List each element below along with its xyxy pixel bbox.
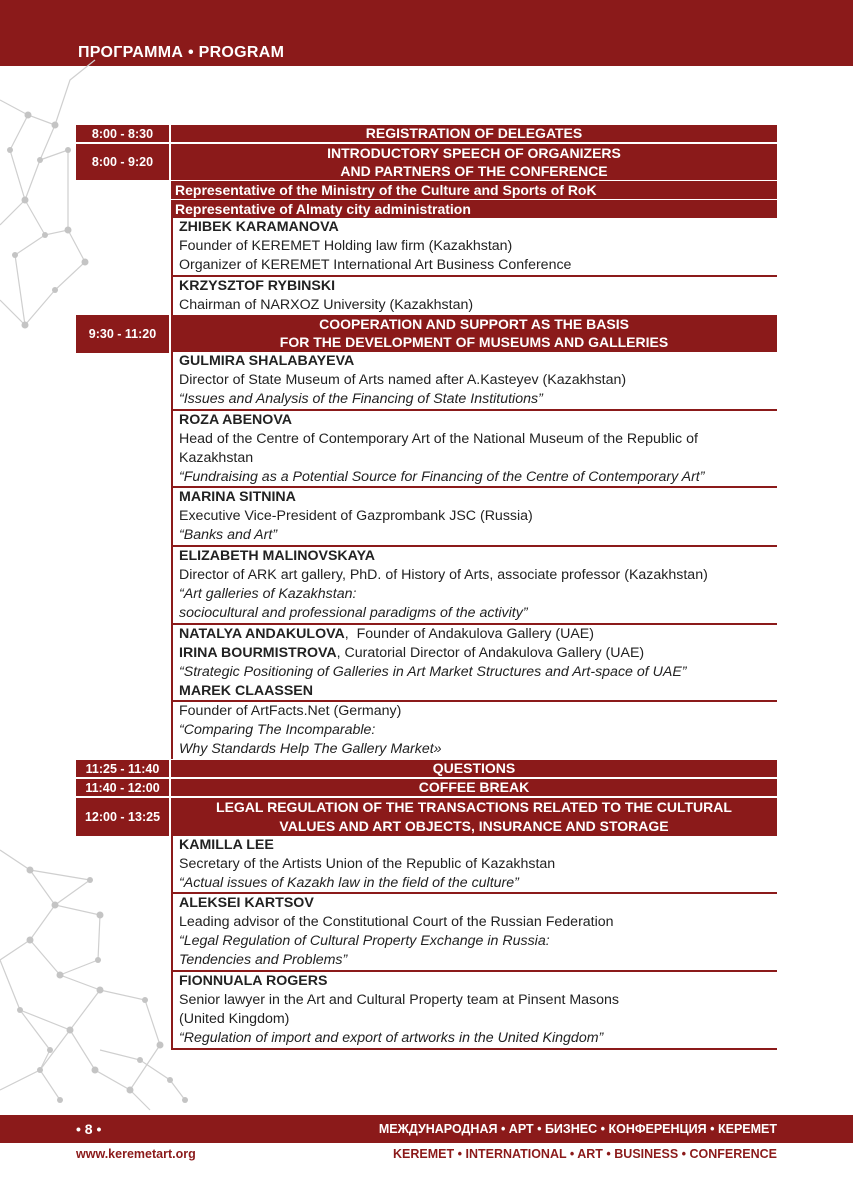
session-legal-regulation — [76, 798, 777, 1050]
footer-tagline-ru: МЕЖДУНАРОДНАЯ • АРТ • БИЗНЕС • КОНФЕРЕНЦИЯ • КЕРЕМЕТ — [378, 1122, 777, 1136]
session-introductory — [76, 144, 777, 315]
speaker-role: Organizer of KEREMET International Art Business Conference — [179, 256, 572, 273]
speaker-block — [171, 894, 777, 972]
session-title-line: COOPERATION AND SUPPORT AS THE BASIS — [319, 315, 629, 332]
speaker-name: ALEKSEI KARTSOV — [179, 895, 314, 912]
speaker-topic: sociocultural and professional paradigms of the activity” — [179, 604, 528, 621]
session-time: 12:00 - 13:25 — [76, 798, 169, 836]
speaker-role: Kazakhstan — [179, 449, 254, 466]
session-title-line: LEGAL REGULATION OF THE TRANSACTIONS RELATED TO THE CULTURAL — [216, 799, 732, 816]
speaker-name: MARINA SITNINA — [179, 489, 296, 506]
speaker-name: MAREK CLAASSEN — [179, 682, 313, 699]
speaker-block — [171, 488, 777, 547]
speaker-block — [171, 625, 777, 703]
program-schedule — [76, 125, 777, 1050]
speaker-role: Executive Vice-President of Gazprombank JSC (Russia) — [179, 508, 533, 525]
footer-tagline-en: KEREMET • INTERNATIONAL • ART • BUSINESS • CONFERENCE — [393, 1147, 777, 1161]
speaker-block — [171, 218, 777, 277]
speaker-role: , Founder of Andakulova Gallery (UAE) — [344, 625, 594, 642]
speaker-topic: Tendencies and Problems” — [179, 952, 348, 969]
speaker-block — [171, 547, 777, 625]
speaker-name: IRINA BOURMISTROVA — [179, 644, 337, 661]
session-time: 11:40 - 12:00 — [76, 779, 169, 796]
speaker-block — [171, 277, 777, 315]
speaker-role: Secretary of the Artists Union of the Republic of Kazakhstan — [179, 855, 556, 872]
speaker-role: , Curatorial Director of Andakulova Gallery (UAE) — [336, 644, 645, 661]
session-time: 11:25 - 11:40 — [76, 760, 169, 777]
session-title: REGISTRATION OF DELEGATES — [171, 125, 777, 142]
speaker-topic: “Fundraising as a Potential Source for Financing of the Centre of Contemporary Art” — [179, 468, 705, 485]
session-subheader: Representative of Almaty city administration — [171, 200, 777, 218]
session-questions — [76, 760, 777, 777]
speaker-block — [171, 702, 777, 759]
speaker-topic: “Regulation of import and export of artworks in the United Kingdom” — [179, 1029, 604, 1046]
session-title: COFFEE BREAK — [171, 779, 777, 796]
session-title — [171, 315, 777, 353]
session-title-line: AND PARTNERS OF THE CONFERENCE — [340, 163, 608, 179]
speaker-topic: “Actual issues of Kazakh law in the field of the culture” — [179, 874, 519, 891]
speaker-name: ZHIBEK KARAMANOVA — [179, 219, 339, 235]
session-title: QUESTIONS — [171, 760, 777, 777]
session-title-line: INTRODUCTORY SPEECH OF ORGANIZERS — [327, 145, 621, 161]
session-title-line: VALUES AND ART OBJECTS, INSURANCE AND STORAGE — [279, 817, 669, 834]
speaker-name: ELIZABETH MALINOVSKAYA — [179, 548, 376, 565]
speaker-topic: “Art galleries of Kazakhstan: — [179, 586, 357, 602]
speaker-name: FIONNUALA ROGERS — [179, 973, 328, 990]
speaker-role: Director of State Museum of Arts named after A.Kasteyev (Kazakhstan) — [179, 372, 627, 389]
speaker-topic: “Strategic Positioning of Galleries in Art Market Structures and Art-space of UAE” — [179, 663, 687, 680]
speaker-role: Head of the Centre of Contemporary Art of the National Museum of the Republic of — [179, 430, 698, 447]
speaker-role: (United Kingdom) — [179, 1010, 290, 1027]
session-coffee-break — [76, 779, 777, 796]
speaker-block — [171, 352, 777, 411]
session-subheader: Representative of the Ministry of the Culture and Sports of RoK — [171, 181, 777, 199]
session-title-line: FOR THE DEVELOPMENT OF MUSEUMS AND GALLERIES — [279, 334, 669, 351]
speaker-name: GULMIRA SHALABAYEVA — [179, 353, 355, 370]
speaker-topic: “Banks and Art” — [179, 527, 278, 544]
header-bar — [0, 0, 853, 66]
speaker-topic: “Issues and Analysis of the Financing of State Institutions” — [179, 390, 543, 407]
session-time: 9:30 - 11:20 — [76, 315, 169, 353]
page-number: • 8 • — [76, 1121, 102, 1137]
speaker-role: Founder of KEREMET Holding law firm (Kazakhstan) — [179, 237, 513, 254]
page-title: ПРОГРАММА • PROGRAM — [78, 44, 285, 61]
speaker-name: NATALYA ANDAKULOVA — [179, 625, 345, 642]
speaker-name: KRZYSZTOF RYBINSKI — [179, 277, 336, 294]
session-time: 8:00 - 9:20 — [76, 144, 169, 180]
speaker-role: Leading advisor of the Constitutional Court of the Russian Federation — [179, 914, 614, 931]
session-title — [171, 144, 777, 180]
speaker-block — [171, 411, 777, 489]
speaker-block — [171, 836, 777, 895]
session-title — [171, 798, 777, 836]
session-cooperation — [76, 315, 777, 760]
speaker-topic: “Legal Regulation of Cultural Property Exchange in Russia: — [179, 933, 550, 950]
speaker-role: Founder of ArtFacts.Net (Germany) — [179, 703, 402, 720]
speaker-name: ROZA ABENOVA — [179, 411, 292, 428]
speaker-topic: Why Standards Help The Gallery Market» — [179, 741, 442, 758]
speaker-name: KAMILLA LEE — [179, 836, 274, 853]
speaker-role: Chairman of NARXOZ University (Kazakhstan) — [179, 296, 474, 313]
website-link[interactable]: www.keremetart.org — [76, 1147, 196, 1161]
speaker-block — [171, 972, 777, 1050]
session-time: 8:00 - 8:30 — [76, 125, 169, 142]
speaker-role: Director of ARK art gallery, PhD. of History of Arts, associate professor (Kazakhstan) — [179, 567, 708, 584]
speaker-role: Senior lawyer in the Art and Cultural Property team at Pinsent Masons — [179, 992, 620, 1008]
speaker-topic: “Comparing The Incomparable: — [179, 722, 376, 739]
session-registration — [76, 125, 777, 142]
